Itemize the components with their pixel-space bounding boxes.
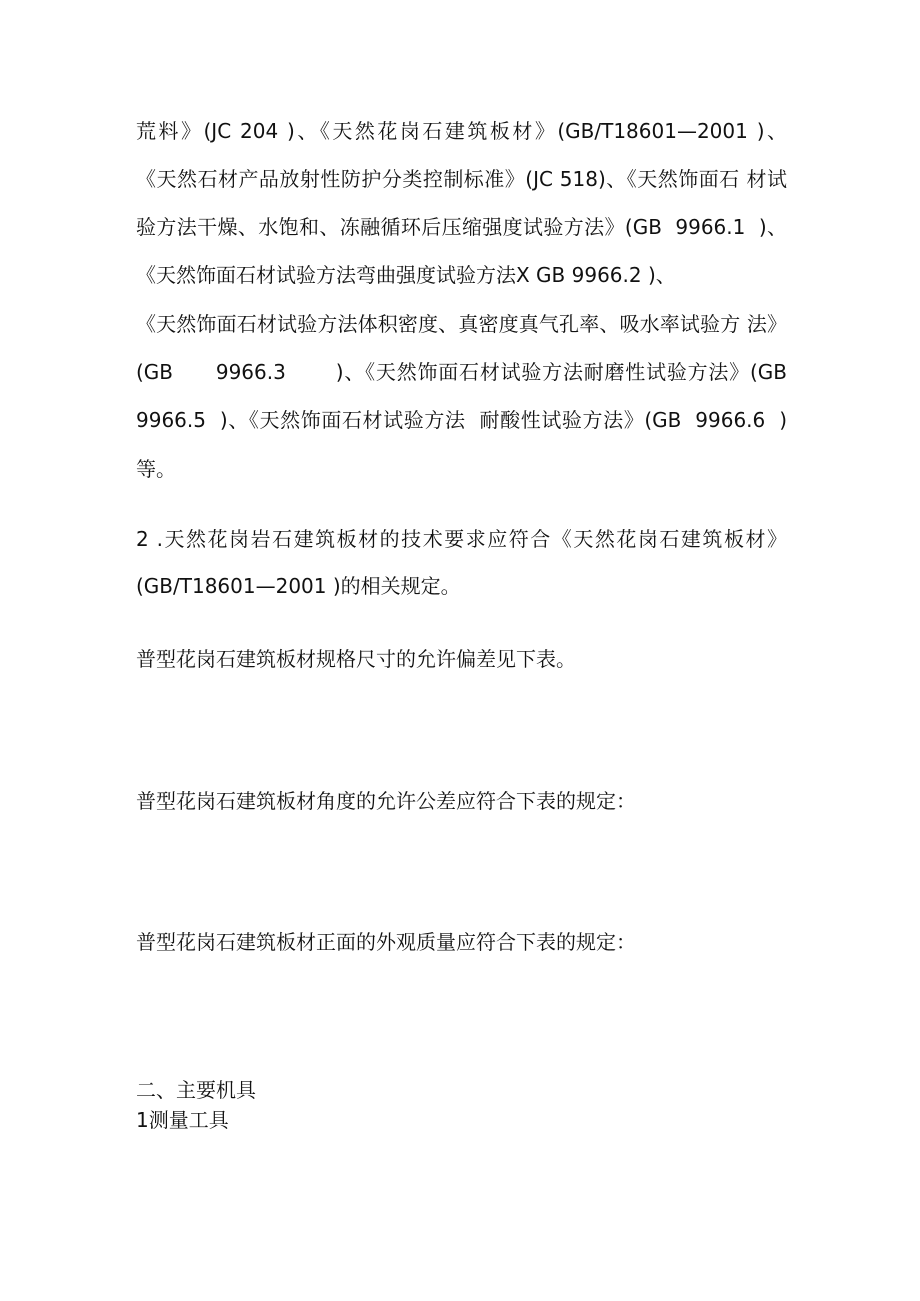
section-heading: 二、主要机具 [136,1078,256,1102]
paragraph-line: 2 .天然花岗岩石建筑板材的技术要求应符合《天然花岗石建筑板材》 [136,527,787,551]
paragraph-line: (GB/T18601—2001 )的相关规定。 [136,574,461,598]
paragraph-line: 《天然石材产品放射性防护分类控制标准》(JC 518)、《天然饰面石 材试 [136,167,787,191]
dimension-tolerance-note: 普型花岗石建筑板材规格尺寸的允许偏差见下表。 [136,647,576,671]
sub-item: 1测量工具 [136,1108,229,1132]
angle-tolerance-note: 普型花岗石建筑板材角度的允许公差应符合下表的规定： [136,789,636,813]
paragraph-line: 荒料》(JC 204 )、《天然花岗石建筑板材》(GB/T18601—2001 )、 [136,119,787,143]
paragraph-line: (GB 9966.3 )、《天然饰面石材试验方法耐磨性试验方法》(GB [136,360,787,384]
paragraph-line: 验方法干燥、水饱和、冻融循环后压缩强度试验方法》(GB 9966.1 )、 [136,215,787,239]
paragraph-line: 《天然饰面石材试验方法体积密度、真密度真气孔率、吸水率试验方 法》 [136,312,787,336]
paragraph-line: 等。 [136,457,176,481]
appearance-quality-note: 普型花岗石建筑板材正面的外观质量应符合下表的规定： [136,930,636,954]
paragraph-line: 9966.5 )、《天然饰面石材试验方法 耐酸性试验方法》(GB 9966.6 ) [136,408,787,432]
paragraph-line: 《天然饰面石材试验方法弯曲强度试验方法X GB 9966.2 )、 [136,263,676,287]
